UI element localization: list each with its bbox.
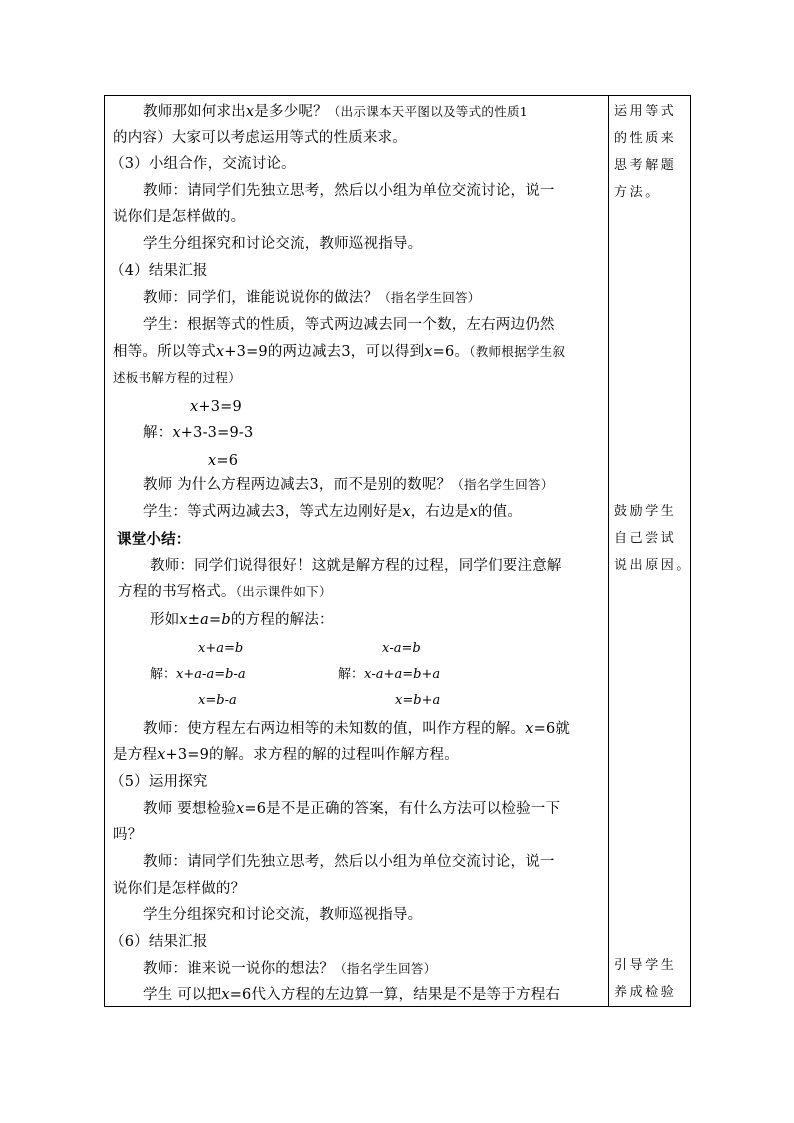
line-13: 解：x+3-3=9-3 <box>143 425 254 441</box>
line-27: 说你们是怎样做的？ <box>113 881 246 897</box>
column-divider <box>608 96 609 1006</box>
method-left-1: x+a=b <box>198 641 244 656</box>
line-19: 方程的书写格式。（出示课件如下） <box>118 584 332 600</box>
line-3: （3）小组合作，交流讨论。 <box>110 156 296 172</box>
side-note-9: 养成检验 <box>614 985 677 1000</box>
summary-heading: 课堂小结： <box>117 531 191 548</box>
line-20: 形如x±a=b的方程的解法： <box>150 612 334 628</box>
side-note-6: 自己尝试 <box>614 531 677 546</box>
method-left-2: 解：x+a-a=b-a <box>150 667 246 682</box>
side-note-4: 方法。 <box>614 185 661 200</box>
line-25: 吗？ <box>113 827 143 843</box>
side-note-3: 思考解题 <box>614 158 677 173</box>
line-12: x+3=9 <box>190 399 242 415</box>
line-8: 教师：同学们，谁能说说你的做法？（指名学生回答） <box>143 290 481 306</box>
side-note-1: 运用等式 <box>614 104 677 119</box>
line-5: 说你们是怎样做的。 <box>113 209 246 225</box>
line-21: 教师：使方程左右两边相等的未知数的值，叫作方程的解。x=6就 <box>143 721 571 737</box>
line-18: 教师：同学们说得很好！这就是解方程的过程，同学们要注意解 <box>150 558 562 574</box>
line-22: 是方程x+3=9的解。求方程的解的过程叫作解方程。 <box>113 747 459 763</box>
method-right-3: x=b+a <box>395 693 441 708</box>
line-2: 的内容）大家可以考虑运用等式的性质来求。 <box>113 130 407 146</box>
method-left-3: x=b-a <box>198 693 237 708</box>
line-6: 学生分组探究和讨论交流，教师巡视指导。 <box>143 236 423 252</box>
line-10: 相等。所以等式x+3=9的两边减去3，可以得到x=6。（教师根据学生叙 <box>113 344 566 360</box>
line-4: 教师：请同学们先独立思考，然后以小组为单位交流讨论，说一 <box>143 183 555 199</box>
side-note-5: 鼓励学生 <box>614 504 677 519</box>
line-26: 教师：请同学们先独立思考，然后以小组为单位交流讨论，说一 <box>143 854 555 870</box>
line-30: 教师：谁来说一说你的想法？（指名学生回答） <box>143 961 437 977</box>
line-9: 学生：根据等式的性质，等式两边减去同一个数，左右两边仍然 <box>143 317 555 333</box>
line-31: 学生 可以把x=6代入方程的左边算一算，结果是不是等于方程右 <box>143 987 561 1003</box>
line-14: x=6 <box>208 453 239 469</box>
line-16: 学生：等式两边减去3，等式左边刚好是x，右边是x的值。 <box>143 504 523 520</box>
line-1: 教师那如何求出x是多少呢？（出示课本天平图以及等式的性质1 <box>143 104 529 120</box>
method-right-2: 解：x-a+a=b+a <box>338 667 441 682</box>
side-note-8: 引导学生 <box>614 958 677 973</box>
side-note-7: 说出原因。 <box>614 558 693 573</box>
line-7: （4）结果汇报 <box>110 263 208 279</box>
line-23: （5）运用探究 <box>110 774 208 790</box>
method-right-1: x-a=b <box>382 641 421 656</box>
line-15: 教师 为什么方程两边减去3，而不是别的数呢？（指名学生回答） <box>143 477 554 493</box>
line-11: 述板书解方程的过程） <box>113 370 242 385</box>
line-24: 教师 要想检验x=6是不是正确的答案，有什么方法可以检验一下 <box>143 801 561 817</box>
side-note-2: 的性质来 <box>614 131 677 146</box>
line-28: 学生分组探究和讨论交流，教师巡视指导。 <box>143 907 423 923</box>
line-29: （6）结果汇报 <box>110 934 208 950</box>
